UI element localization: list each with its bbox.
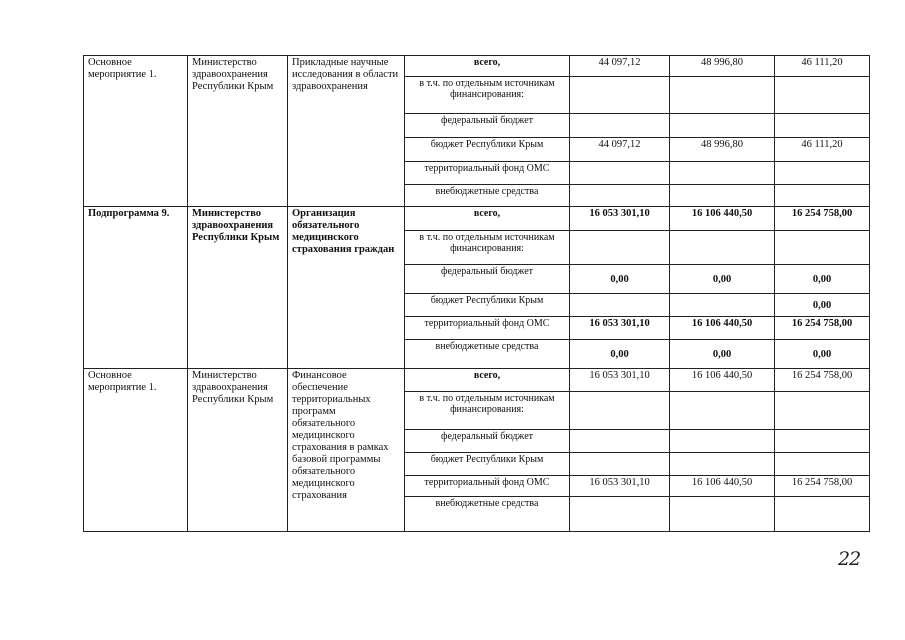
amount-year-1-cell: 0,00 <box>570 265 670 294</box>
funding-source-cell: в т.ч. по отдельным источникам финансирования: <box>405 231 570 265</box>
funding-source-cell: в т.ч. по отдельным источникам финансирования: <box>405 77 570 114</box>
amount-year-2-cell: 0,00 <box>670 265 775 294</box>
amount-year-2-cell <box>670 77 775 114</box>
amount-year-1-cell <box>570 162 670 185</box>
amount-year-2-cell: 16 106 440,50 <box>670 207 775 231</box>
funding-source-cell: в т.ч. по отдельным источникам финансирования: <box>405 392 570 430</box>
page-number: 22 <box>838 548 861 570</box>
program-item-cell: Основное мероприятие 1. <box>84 369 188 532</box>
amount-year-1-cell: 0,00 <box>570 340 670 369</box>
funding-source-cell: бюджет Республики Крым <box>405 138 570 162</box>
amount-year-3-cell: 46 111,20 <box>775 56 870 77</box>
amount-year-2-cell <box>670 392 775 430</box>
funding-source-cell: всего, <box>405 369 570 392</box>
executor-cell: Министерство здравоохранения Республики Крым <box>188 369 288 532</box>
budget-table <box>83 55 870 532</box>
amount-year-3-cell: 0,00 <box>775 340 870 369</box>
amount-year-3-cell <box>775 185 870 207</box>
amount-year-2-cell <box>670 162 775 185</box>
amount-year-1-cell <box>570 185 670 207</box>
amount-year-2-cell: 16 106 440,50 <box>670 369 775 392</box>
amount-year-1-cell: 44 097,12 <box>570 56 670 77</box>
amount-year-3-cell <box>775 77 870 114</box>
amount-year-2-cell: 16 106 440,50 <box>670 476 775 497</box>
amount-year-1-cell <box>570 77 670 114</box>
table-row <box>84 56 870 77</box>
amount-year-3-cell <box>775 497 870 532</box>
funding-source-cell: территориальный фонд ОМС <box>405 476 570 497</box>
amount-year-3-cell <box>775 231 870 265</box>
funding-source-cell: бюджет Республики Крым <box>405 294 570 317</box>
funding-source-cell: внебюджетные средства <box>405 340 570 369</box>
amount-year-2-cell <box>670 231 775 265</box>
amount-year-3-cell: 16 254 758,00 <box>775 369 870 392</box>
amount-year-2-cell <box>670 294 775 317</box>
funding-source-cell: всего, <box>405 207 570 231</box>
amount-year-3-cell: 46 111,20 <box>775 138 870 162</box>
amount-year-3-cell <box>775 392 870 430</box>
funding-source-cell: территориальный фонд ОМС <box>405 162 570 185</box>
amount-year-3-cell: 0,00 <box>775 265 870 294</box>
amount-year-2-cell: 0,00 <box>670 340 775 369</box>
table-row <box>84 207 870 231</box>
executor-cell: Министерство здравоохранения Республики Крым <box>188 56 288 207</box>
table-row <box>84 369 870 392</box>
funding-source-cell: внебюджетные средства <box>405 497 570 532</box>
amount-year-3-cell <box>775 114 870 138</box>
amount-year-1-cell <box>570 392 670 430</box>
amount-year-1-cell: 16 053 301,10 <box>570 207 670 231</box>
amount-year-2-cell: 48 996,80 <box>670 138 775 162</box>
amount-year-1-cell <box>570 231 670 265</box>
funding-source-cell: федеральный бюджет <box>405 430 570 453</box>
program-item-cell: Основное мероприятие 1. <box>84 56 188 207</box>
amount-year-3-cell: 16 254 758,00 <box>775 207 870 231</box>
funding-source-cell: федеральный бюджет <box>405 114 570 138</box>
funding-source-cell: всего, <box>405 56 570 77</box>
program-name-cell: Прикладные научные исследования в области здравоохранения <box>288 56 405 207</box>
amount-year-3-cell <box>775 430 870 453</box>
funding-source-cell: федеральный бюджет <box>405 265 570 294</box>
amount-year-2-cell <box>670 453 775 476</box>
funding-source-cell: внебюджетные средства <box>405 185 570 207</box>
amount-year-2-cell <box>670 185 775 207</box>
amount-year-2-cell <box>670 497 775 532</box>
amount-year-1-cell <box>570 497 670 532</box>
amount-year-1-cell <box>570 430 670 453</box>
amount-year-2-cell: 16 106 440,50 <box>670 317 775 340</box>
amount-year-3-cell: 16 254 758,00 <box>775 317 870 340</box>
executor-cell: Министерство здравоохранения Республики Крым <box>188 207 288 369</box>
funding-source-cell: территориальный фонд ОМС <box>405 317 570 340</box>
amount-year-2-cell <box>670 430 775 453</box>
program-name-cell: Организация обязательного медицинского страхования граждан <box>288 207 405 369</box>
amount-year-2-cell: 48 996,80 <box>670 56 775 77</box>
amount-year-2-cell <box>670 114 775 138</box>
amount-year-3-cell <box>775 453 870 476</box>
program-name-cell: Финансовое обеспечение территориальных программ обязательного медицинского страхования в рамках базовой программы обязательного медицинского страхования <box>288 369 405 532</box>
amount-year-1-cell: 16 053 301,10 <box>570 476 670 497</box>
amount-year-3-cell: 16 254 758,00 <box>775 476 870 497</box>
amount-year-1-cell <box>570 294 670 317</box>
funding-source-cell: бюджет Республики Крым <box>405 453 570 476</box>
amount-year-3-cell: 0,00 <box>775 294 870 317</box>
amount-year-1-cell: 16 053 301,10 <box>570 317 670 340</box>
amount-year-1-cell: 16 053 301,10 <box>570 369 670 392</box>
program-item-cell: Подпрограмма 9. <box>84 207 188 369</box>
amount-year-1-cell <box>570 114 670 138</box>
amount-year-1-cell <box>570 453 670 476</box>
amount-year-1-cell: 44 097,12 <box>570 138 670 162</box>
amount-year-3-cell <box>775 162 870 185</box>
